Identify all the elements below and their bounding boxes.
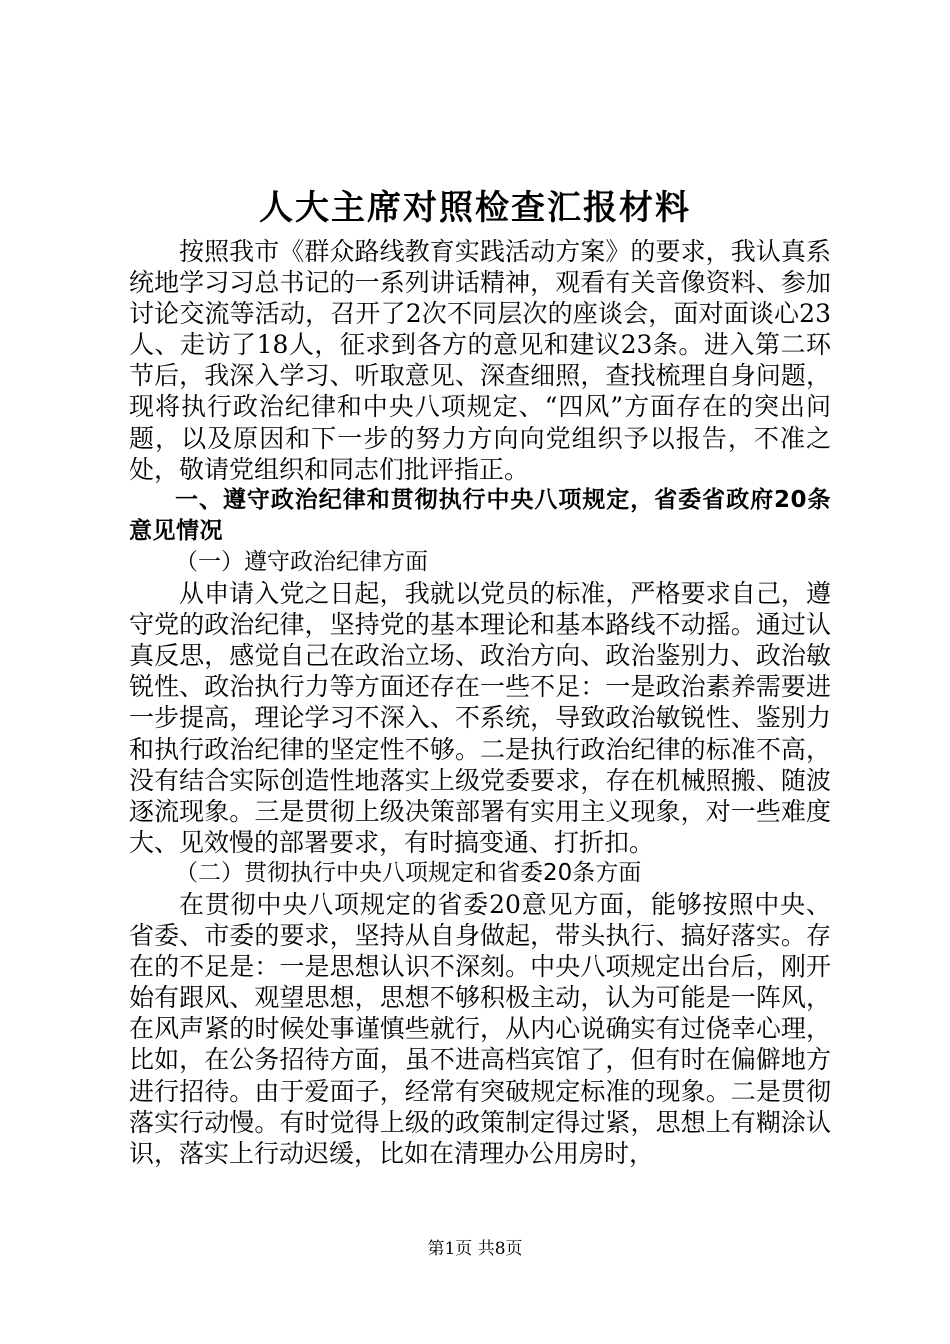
political-discipline-paragraph: 从申请入党之日起，我就以党员的标准，严格要求自己，遵守党的政治纪律，坚持党的基本理论和基本路线不动摇。通过认真反思，感觉自己在政治立场、政治方向、政治鉴别力、政治敏锐性、政治执行力等方面还存在一些不足：一是政治素养需要进一步提高，理论学习不深入、不系统，导致政治敏锐性、鉴别力和执行政治纪律的坚定性不够。二是执行政治纪律的标准不高，没有结合实际创造性地落实上级党委要求，存在机械照搬、随波逐流现象。三是贯彻上级决策部署有实用主义现象，对一些难度大、见效慢的部署要求，有时搞变通、打折扣。 xyxy=(129,579,831,857)
subsection-heading-1: （一）遵守政治纪律方面 xyxy=(175,548,428,575)
section-heading-1: 一、遵守政治纪律和贯彻执行中央八项规定，省委省政府20条意见情况 xyxy=(129,486,831,544)
document-title: 人大主席对照检查汇报材料 xyxy=(259,188,691,228)
page-number-footer: 第1页 共8页 xyxy=(427,1239,523,1259)
intro-paragraph: 按照我市《群众路线教育实践活动方案》的要求，我认真系统地学习习总书记的一系列讲话精神，观看有关音像资料、参加讨论交流等活动，召开了2次不同层次的座谈会，面对面谈心23人、走访了18人，征求到各方的意见和建议23条。进入第二环节后，我深入学习、听取意见、深查细照，查找梳理自身问题，现将执行政治纪律和中央八项规定、“四风”方面存在的突出问题，以及原因和下一步的努力方向向党组织予以报告，不准之处，敬请党组织和同志们批评指正。 xyxy=(129,237,831,484)
document-body xyxy=(129,236,831,1169)
eight-rules-paragraph: 在贯彻中央八项规定的省委20意见方面，能够按照中央、省委、市委的要求，坚持从自身做起，带头执行、搞好落实。存在的不足是：一是思想认识不深刻。中央八项规定出台后，刚开始有跟风、观望思想，思想不够积极主动，认为可能是一阵风，在风声紧的时候处事谨慎些就行，从内心说确实有过侥幸心理，比如，在公务招待方面，虽不进高档宾馆了，但有时在偏僻地方进行招待。由于爱面子，经常有突破规定标准的现象。二是贯彻落实行动慢。有时觉得上级的政策制定得过紧，思想上有糊涂认识，落实上行动迟缓，比如在清理办公用房时， xyxy=(129,889,831,1168)
subsection-heading-2: （二）贯彻执行中央八项规定和省委20条方面 xyxy=(175,859,642,886)
